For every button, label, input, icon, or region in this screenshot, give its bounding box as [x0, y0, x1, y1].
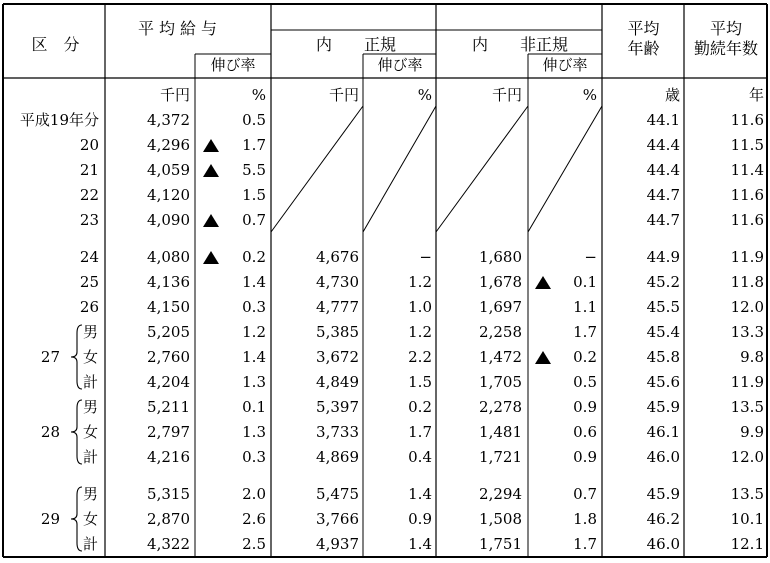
header-nobiritsu-seiki: 伸び率	[377, 56, 423, 74]
header-kinzoku-nensu: 勤続年数	[693, 39, 758, 58]
row-sex-label: 女	[83, 348, 99, 366]
cell-kyuyo: 4,090	[147, 211, 190, 229]
cell-kyuyo-rate: 1.4	[242, 348, 266, 366]
unit-kyuyo-pct: %	[251, 86, 266, 104]
cell-seiki: 4,676	[316, 248, 359, 266]
cell-seiki-rate: 1.2	[408, 273, 432, 291]
cell-seiki-rate: 2.2	[408, 348, 432, 366]
cell-kyuyo: 5,315	[147, 485, 190, 503]
header-kubun: 区 分	[31, 35, 80, 54]
cell-kyuyo-rate: 5.5	[242, 161, 266, 179]
cell-kyuyo-rate: 1.4	[242, 273, 266, 291]
row-label: 23	[79, 211, 99, 229]
header-uchi-seiki: 内 正規	[316, 35, 397, 54]
cell-seiki-rate: 1.4	[408, 535, 432, 553]
cell-age: 45.6	[646, 373, 680, 391]
cell-seiki-rate: 0.2	[408, 398, 432, 416]
header-nobiritsu-kyuyo: 伸び率	[210, 56, 256, 74]
negative-triangle-icon	[203, 214, 219, 227]
cell-kyuyo: 4,150	[147, 298, 190, 316]
cell-hiseiki-rate: 0.2	[573, 348, 597, 366]
cell-hiseiki-rate: 1.1	[573, 298, 597, 316]
cell-kyuyo: 4,059	[147, 161, 190, 179]
header-nenrei: 年齢	[627, 39, 660, 58]
cell-years: 13.5	[730, 485, 764, 503]
unit-seiki-pct: %	[417, 86, 432, 104]
cell-kyuyo-rate: 0.7	[242, 211, 266, 229]
cell-age: 45.8	[646, 348, 680, 366]
cell-age: 44.4	[646, 136, 680, 154]
row-sex-label: 計	[83, 535, 99, 553]
cell-seiki-rate: 1.5	[408, 373, 432, 391]
row-label: 22	[79, 186, 99, 204]
cell-hiseiki-rate: 0.7	[573, 485, 597, 503]
cell-age: 44.1	[646, 111, 680, 129]
cell-age: 44.9	[646, 248, 680, 266]
cell-age: 45.4	[646, 323, 680, 341]
cell-kyuyo-rate: 1.3	[242, 423, 266, 441]
cell-hiseiki-rate: 1.7	[573, 535, 597, 553]
cell-years: 13.3	[730, 323, 764, 341]
cell-age: 45.2	[646, 273, 680, 291]
cell-hiseiki: 1,751	[479, 535, 522, 553]
cell-years: 9.8	[740, 348, 764, 366]
unit-years: 年	[748, 86, 764, 104]
cell-hiseiki: 1,472	[479, 348, 522, 366]
group-brace	[71, 325, 82, 389]
group-year-label: 28	[40, 423, 60, 441]
cell-seiki: 4,937	[316, 535, 359, 553]
cell-seiki: 3,672	[316, 348, 359, 366]
cell-seiki-rate: 1.0	[408, 298, 432, 316]
cell-age: 45.9	[646, 485, 680, 503]
cell-age: 45.9	[646, 398, 680, 416]
row-sex-label: 計	[83, 448, 99, 466]
cell-hiseiki-rate: 0.5	[573, 373, 597, 391]
cell-kyuyo-rate: 2.6	[242, 510, 266, 528]
row-sex-label: 女	[83, 510, 99, 528]
cell-age: 45.5	[646, 298, 680, 316]
cell-kyuyo: 5,211	[147, 398, 190, 416]
cell-kyuyo: 2,760	[147, 348, 190, 366]
cell-kyuyo-rate: 0.2	[242, 248, 266, 266]
no-data-diagonal	[436, 106, 528, 232]
cell-years: 11.6	[730, 186, 764, 204]
cell-hiseiki: 1,680	[479, 248, 522, 266]
cell-seiki-rate: 0.9	[408, 510, 432, 528]
row-sex-label: 女	[83, 423, 99, 441]
cell-years: 12.0	[730, 448, 764, 466]
cell-seiki: 4,730	[316, 273, 359, 291]
header-heikin-kinzoku: 平均	[709, 19, 742, 38]
cell-years: 12.0	[730, 298, 764, 316]
cell-hiseiki-rate: 0.9	[573, 398, 597, 416]
row-label: 25	[79, 273, 99, 291]
row-label: 24	[79, 248, 99, 266]
cell-kyuyo-rate: 2.5	[242, 535, 266, 553]
header-nobiritsu-hiseiki: 伸び率	[542, 56, 588, 74]
row-sex-label: 計	[83, 373, 99, 391]
cell-hiseiki: 1,705	[479, 373, 522, 391]
negative-triangle-icon	[203, 251, 219, 264]
group-year-label: 29	[40, 510, 60, 528]
cell-kyuyo: 5,205	[147, 323, 190, 341]
cell-kyuyo-rate: 0.3	[242, 298, 266, 316]
cell-years: 11.8	[730, 273, 764, 291]
cell-hiseiki: 2,278	[479, 398, 522, 416]
cell-seiki-rate: −	[419, 248, 432, 266]
header-heikin-nenrei: 平均	[627, 19, 660, 38]
no-data-diagonal	[271, 106, 363, 232]
cell-hiseiki-rate: −	[584, 248, 597, 266]
cell-seiki: 3,733	[316, 423, 359, 441]
cell-years: 12.1	[730, 535, 764, 553]
cell-age: 46.2	[646, 510, 680, 528]
cell-age: 46.0	[646, 535, 680, 553]
cell-kyuyo-rate: 1.7	[242, 136, 266, 154]
cell-years: 9.9	[740, 423, 764, 441]
no-data-diagonal	[528, 106, 602, 232]
cell-hiseiki: 1,678	[479, 273, 522, 291]
cell-kyuyo: 4,136	[147, 273, 190, 291]
no-data-diagonal	[363, 106, 436, 232]
cell-hiseiki: 1,721	[479, 448, 522, 466]
cell-kyuyo: 4,322	[147, 535, 190, 553]
cell-kyuyo-rate: 1.2	[242, 323, 266, 341]
cell-hiseiki: 2,294	[479, 485, 522, 503]
cell-kyuyo: 4,120	[147, 186, 190, 204]
cell-kyuyo: 4,372	[147, 111, 190, 129]
cell-kyuyo-rate: 1.5	[242, 186, 266, 204]
cell-hiseiki: 2,258	[479, 323, 522, 341]
cell-years: 11.4	[730, 161, 764, 179]
cell-kyuyo-rate: 2.0	[242, 485, 266, 503]
cell-years: 11.6	[730, 111, 764, 129]
cell-years: 13.5	[730, 398, 764, 416]
cell-kyuyo-rate: 0.3	[242, 448, 266, 466]
cell-kyuyo: 4,204	[147, 373, 190, 391]
cell-years: 11.6	[730, 211, 764, 229]
unit-kyuyo: 千円	[159, 86, 190, 104]
cell-hiseiki: 1,508	[479, 510, 522, 528]
cell-seiki-rate: 1.2	[408, 323, 432, 341]
cell-kyuyo: 2,870	[147, 510, 190, 528]
cell-age: 46.1	[646, 423, 680, 441]
group-brace	[71, 487, 82, 551]
negative-triangle-icon	[535, 351, 551, 364]
cell-hiseiki-rate: 1.7	[573, 323, 597, 341]
row-label: 21	[79, 161, 99, 179]
cell-age: 44.7	[646, 186, 680, 204]
cell-years: 11.9	[730, 373, 764, 391]
cell-seiki: 5,475	[316, 485, 359, 503]
cell-hiseiki-rate: 1.8	[573, 510, 597, 528]
unit-hiseiki: 千円	[491, 86, 522, 104]
negative-triangle-icon	[203, 164, 219, 177]
row-label: 20	[79, 136, 99, 154]
cell-seiki: 4,849	[316, 373, 359, 391]
negative-triangle-icon	[535, 276, 551, 289]
row-label: 平成19年分	[19, 111, 99, 129]
cell-seiki-rate: 0.4	[408, 448, 432, 466]
cell-hiseiki-rate: 0.6	[573, 423, 597, 441]
cell-seiki: 5,385	[316, 323, 359, 341]
cell-seiki-rate: 1.4	[408, 485, 432, 503]
cell-hiseiki: 1,697	[479, 298, 522, 316]
negative-triangle-icon	[203, 139, 219, 152]
cell-hiseiki-rate: 0.9	[573, 448, 597, 466]
cell-years: 11.9	[730, 248, 764, 266]
cell-kyuyo-rate: 0.5	[242, 111, 266, 129]
cell-years: 10.1	[730, 510, 764, 528]
header-uchi-hiseiki: 内 非正規	[472, 35, 569, 54]
cell-years: 11.5	[730, 136, 764, 154]
unit-age: 歳	[664, 86, 680, 104]
cell-kyuyo: 2,797	[147, 423, 190, 441]
group-brace	[71, 400, 82, 464]
row-sex-label: 男	[83, 485, 99, 503]
cell-age: 46.0	[646, 448, 680, 466]
cell-age: 44.7	[646, 211, 680, 229]
cell-hiseiki-rate: 0.1	[573, 273, 597, 291]
cell-seiki: 3,766	[316, 510, 359, 528]
cell-seiki: 5,397	[316, 398, 359, 416]
unit-seiki: 千円	[328, 86, 359, 104]
row-label: 26	[79, 298, 99, 316]
cell-hiseiki: 1,481	[479, 423, 522, 441]
row-sex-label: 男	[83, 398, 99, 416]
group-year-label: 27	[40, 348, 60, 366]
cell-kyuyo: 4,216	[147, 448, 190, 466]
cell-kyuyo: 4,080	[147, 248, 190, 266]
cell-age: 44.4	[646, 161, 680, 179]
row-sex-label: 男	[83, 323, 99, 341]
cell-kyuyo-rate: 1.3	[242, 373, 266, 391]
cell-kyuyo-rate: 0.1	[242, 398, 266, 416]
cell-seiki-rate: 1.7	[408, 423, 432, 441]
cell-kyuyo: 4,296	[147, 136, 190, 154]
header-heikin-kyuyo: 平均給与	[138, 19, 223, 38]
cell-seiki: 4,777	[316, 298, 359, 316]
cell-seiki: 4,869	[316, 448, 359, 466]
unit-hiseiki-pct: %	[582, 86, 597, 104]
